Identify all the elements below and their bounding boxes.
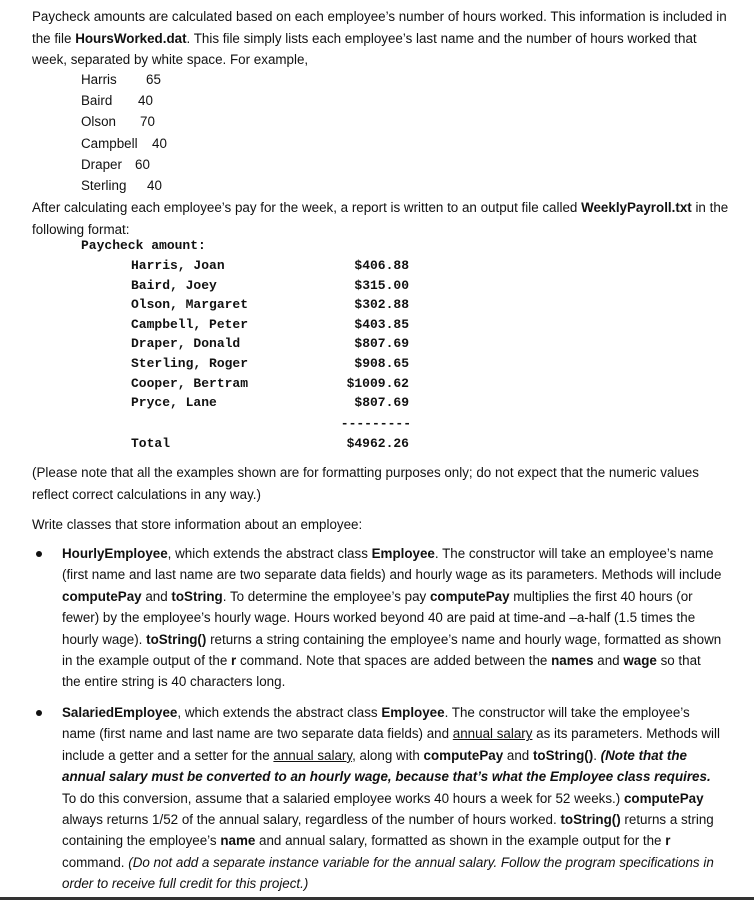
hours-item (81, 90, 167, 111)
bullet2-text: and (503, 747, 533, 763)
report-row-amount: $807.69 (354, 395, 409, 411)
bullet1-term: computePay (429, 588, 510, 604)
bullet2-term: r (665, 833, 671, 849)
report-separator: --------- (340, 416, 411, 431)
bullet1-text: and (141, 588, 172, 604)
bullet1-term: names (551, 653, 594, 669)
hours-item-value: 40 (152, 135, 167, 151)
bullet2-text: as its parameters. Methods will include a getter and a setter for the (62, 726, 720, 763)
bullet2-term: toString() (560, 812, 621, 828)
bullet2-text: To do this conversion, assume that a salaried employee works 40 hours a week for 52 weeks.) (62, 790, 624, 806)
bullet2-text: . The constructor will take the employee’s name (first name and last name are two separate data fields) and (62, 705, 690, 742)
hours-item-name: Olson (81, 114, 116, 130)
report-row (131, 395, 411, 415)
report-row-amount: $908.65 (354, 355, 409, 371)
report-title: Paycheck amount: (81, 238, 206, 253)
intro-text-cont: . This file simply lists each employee’s last name and the number of hours worked that week, separated by white space. For example, (32, 30, 697, 67)
bullet1-text: returns a string containing the employee’s name and hourly wage, formatted as shown in the example output of the (62, 631, 722, 669)
report-row (131, 258, 411, 278)
report-row-name: Baird, Joey (131, 277, 217, 293)
report-intro-text: After calculating each employee’s pay for the week, a report is written to an output file called (32, 200, 582, 215)
bullet1-text: , which extends the abstract class (167, 546, 372, 561)
hours-file-name: HoursWorked.dat (75, 30, 187, 46)
bullet2-text: command. (62, 854, 129, 870)
bullet2-text: , along with (352, 747, 424, 763)
hours-item-value: 60 (135, 156, 150, 172)
hours-item-name: Baird (81, 93, 113, 109)
report-intro-text-cont: in the following format: (32, 200, 729, 237)
bullet1-text: multiplies the first 40 hours (or fewer) by the employee’s hourly wage. Hours worked beyond 40 are paid at time-and –a-half (1.5 times the hourly wage). (62, 588, 696, 647)
bullet2-term: computePay (623, 790, 704, 806)
hours-item (81, 111, 167, 132)
report-file-name: WeeklyPayroll.txt (581, 200, 692, 215)
report-row (131, 317, 411, 337)
report-row (131, 336, 411, 356)
report-row-name: Harris, Joan (131, 258, 225, 273)
bullet1-term: computePay (62, 588, 142, 604)
hours-item-name: Harris (81, 72, 117, 87)
bullet1-text: command. Note that spaces are added between the (236, 653, 552, 669)
bullet1-term: wage (623, 653, 657, 669)
hours-item-name: Campbell (81, 135, 138, 151)
hours-item-value: 70 (140, 114, 155, 130)
bullet1-text: . The constructor will take an employee’s name (first name and last name are two separate data fields) and hourly wage as its parameters. Methods will include (62, 546, 722, 583)
bullet2-italic-note: (Do not add a separate instance variable for the annual salary. Follow the program specifications in order to receive full credit for this project.) (62, 854, 714, 892)
bullet1-term: HourlyEmployee (62, 546, 168, 561)
report-row-name: Sterling, Roger (131, 355, 249, 371)
hours-item-value: 40 (138, 93, 153, 109)
report-row (131, 376, 411, 396)
payroll-report (131, 258, 411, 451)
report-row-name: Olson, Margaret (131, 297, 249, 313)
bullet2-text: always returns 1/52 of the annual salary, regardless of the number of hours worked. (62, 812, 561, 828)
report-row-amount: $1009.62 (346, 375, 409, 391)
hours-example-list (81, 69, 167, 196)
hours-item (81, 175, 167, 196)
hours-item-value: 65 (146, 72, 161, 87)
bullet2-text: . (593, 747, 601, 763)
bullet1-term: toString() (146, 631, 207, 647)
bullet1-term: toString (171, 588, 223, 604)
hours-item (81, 69, 167, 90)
report-row (131, 278, 411, 298)
hours-item (81, 133, 167, 154)
report-row-name: Pryce, Lane (131, 395, 217, 411)
report-intro-paragraph (32, 197, 732, 240)
report-row-amount: $406.88 (354, 258, 409, 273)
report-row-amount: $315.00 (354, 277, 409, 293)
bullet2-emphasis: (Note that the annual salary must be converted to an hourly wage, because that’s what the Employee class requires. (62, 747, 711, 785)
bullet-dot-icon (36, 551, 42, 557)
write-classes-instruction: Write classes that store information about an employee: (32, 517, 363, 532)
hours-item-value: 40 (147, 177, 162, 193)
bullet1-text: and (593, 653, 624, 669)
report-total-row (131, 436, 411, 456)
report-row-amount: $807.69 (354, 336, 409, 352)
report-total-label: Total (131, 436, 171, 451)
bullet2-underlined: annual salary (273, 747, 353, 763)
report-row-name: Draper, Donald (131, 336, 241, 352)
report-row-amount: $403.85 (354, 316, 409, 332)
salaried-employee-bullet (62, 702, 722, 895)
bullet2-text: and annual salary, formatted as shown in the example output for the (255, 833, 666, 849)
bullet2-term: computePay (423, 747, 504, 763)
bullet2-text: , which extends the abstract class (177, 705, 382, 720)
hours-item-name: Sterling (81, 177, 127, 193)
bullet1-term: r (231, 653, 237, 669)
bullet2-term: toString() (532, 747, 594, 763)
bullet-dot-icon (36, 710, 42, 716)
bullet2-text: returns a string containing the employee’s (62, 812, 714, 849)
bullet1-text: . To determine the employee’s pay (222, 588, 430, 604)
report-total-amount: $4962.26 (346, 436, 409, 451)
hourly-employee-bullet (62, 543, 722, 693)
bullet2-underlined: annual salary (452, 726, 533, 742)
report-row (131, 356, 411, 376)
bullet2-term: name (220, 833, 256, 849)
report-row-name: Campbell, Peter (131, 316, 249, 332)
report-row-name: Cooper, Bertram (131, 375, 249, 391)
bullet2-term: SalariedEmployee (62, 705, 178, 720)
bullet1-text: so that the entire string is 40 characters long. (62, 653, 701, 690)
bullet2-term: Employee (381, 705, 445, 720)
report-row-amount: $302.88 (354, 297, 409, 313)
note-paragraph: (Please note that all the examples shown are for formatting purposes only; do not expect that the numeric values reflect correct calculations in any way.) (32, 465, 699, 502)
hours-item-name: Draper (81, 156, 122, 172)
report-row (131, 297, 411, 317)
intro-paragraph (32, 6, 732, 71)
hours-item (81, 154, 167, 175)
bullet1-term: Employee (371, 546, 435, 561)
intro-text: Paycheck amounts are calculated based on each employee’s number of hours worked. This information is included in the file (32, 9, 727, 46)
